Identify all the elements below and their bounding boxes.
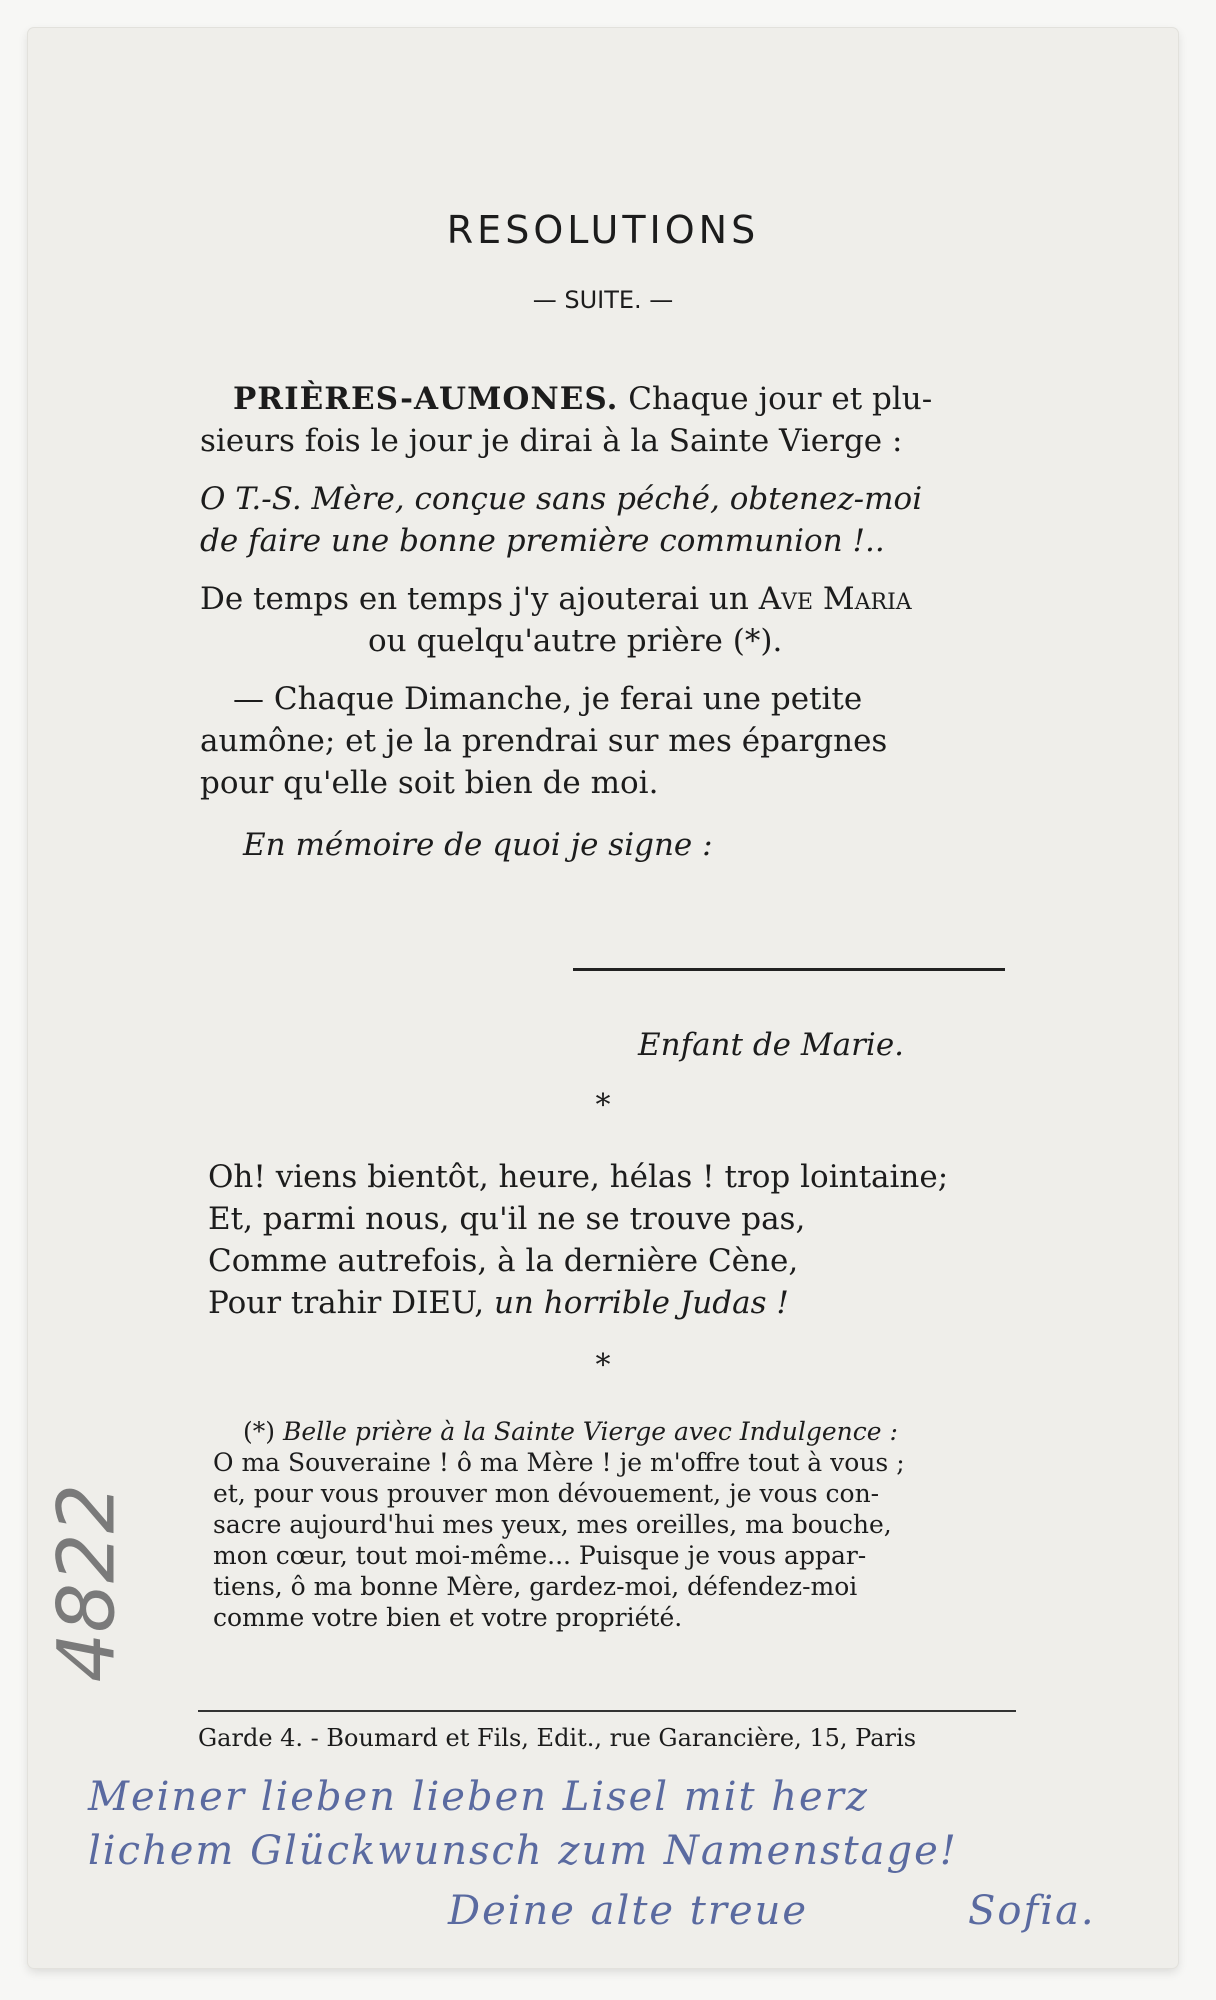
handwriting-line-2: lichem Glückwunsch zum Namenstage! <box>88 1828 958 1874</box>
poem-line-3: Comme autrefois, à la dernière Cène, <box>208 1243 799 1279</box>
star-divider-1: * <box>595 1088 611 1123</box>
prieres-paragraph-line1 <box>233 378 932 420</box>
poem-last-start: Pour trahir DIEU, <box>208 1285 485 1321</box>
note-line-2: et, pour vous prouver mon dévouement, je vous con- <box>213 1479 880 1508</box>
dimanche-line3: pour qu'elle soit bien de moi. <box>200 765 659 801</box>
prieres-line1-rest: Chaque jour et plu- <box>628 381 933 417</box>
handwriting-line-1: Meiner lieben lieben Lisel mit herz <box>88 1774 869 1820</box>
prieres-line2: sieurs fois le jour je dirai à la Sainte Vierge : <box>200 423 903 459</box>
signature-label: Enfant de Marie. <box>638 1027 905 1063</box>
star-divider-2: * <box>595 1348 611 1383</box>
prieres-heading: PRIÈRES-AUMONES. <box>233 381 619 417</box>
dimanche-line1: — Chaque Dimanche, je ferai une petite <box>233 681 863 717</box>
poem-line-2: Et, parmi nous, qu'il ne se trouve pas, <box>208 1201 806 1237</box>
handwriting-signature: Sofia. <box>968 1888 1096 1934</box>
ave-line1 <box>200 578 912 620</box>
prayer-line1: O T.-S. Mère, conçue sans péché, obtenez-moi <box>200 481 923 517</box>
memoire-line: En mémoire de quoi je signe : <box>243 827 713 863</box>
poem-line-1: Oh! viens bientôt, heure, hélas ! trop lointaine; <box>208 1159 949 1195</box>
dimanche-line2: aumône; et je la prendrai sur mes épargnes <box>200 723 888 759</box>
note-line-4: mon cœur, tout moi-même... Puisque je vous appar- <box>213 1541 867 1570</box>
note-line-5: tiens, ô ma bonne Mère, gardez-moi, défendez-moi <box>213 1572 858 1601</box>
poem-line-4 <box>208 1282 789 1324</box>
note-line-3: sacre aujourd'hui mes yeux, mes oreilles, ma bouche, <box>213 1510 892 1539</box>
note-heading-line <box>243 1416 898 1447</box>
note-mark: (*) <box>243 1417 276 1446</box>
pencil-inventory-number: 4822 <box>42 1483 133 1683</box>
prayer-line2: de faire une bonne première communion !.. <box>200 523 885 559</box>
ave-line2: ou quelqu'autre prière (*). <box>368 623 783 659</box>
prayer-card <box>28 28 1178 1968</box>
poem-last-italic: un horrible Judas ! <box>493 1285 789 1321</box>
signature-line <box>573 968 1005 971</box>
card-subtitle: — SUITE. — <box>532 286 674 314</box>
footer-rule <box>198 1710 1016 1712</box>
card-title: RESOLUTIONS <box>446 208 760 252</box>
note-line-6: comme votre bien et votre propriété. <box>213 1603 683 1632</box>
note-heading: Belle prière à la Sainte Vierge avec Indulgence : <box>282 1417 898 1446</box>
ave-line1-start: De temps en temps j'y ajouterai un <box>200 581 749 617</box>
note-line-1: O ma Souveraine ! ô ma Mère ! je m'offre tout à vous ; <box>213 1448 905 1477</box>
ave-maria: Ave Maria <box>758 581 912 617</box>
publisher-footer: Garde 4. - Boumard et Fils, Edit., rue Garancière, 15, Paris <box>198 1724 917 1752</box>
handwriting-line-3: Deine alte treue <box>448 1888 809 1934</box>
